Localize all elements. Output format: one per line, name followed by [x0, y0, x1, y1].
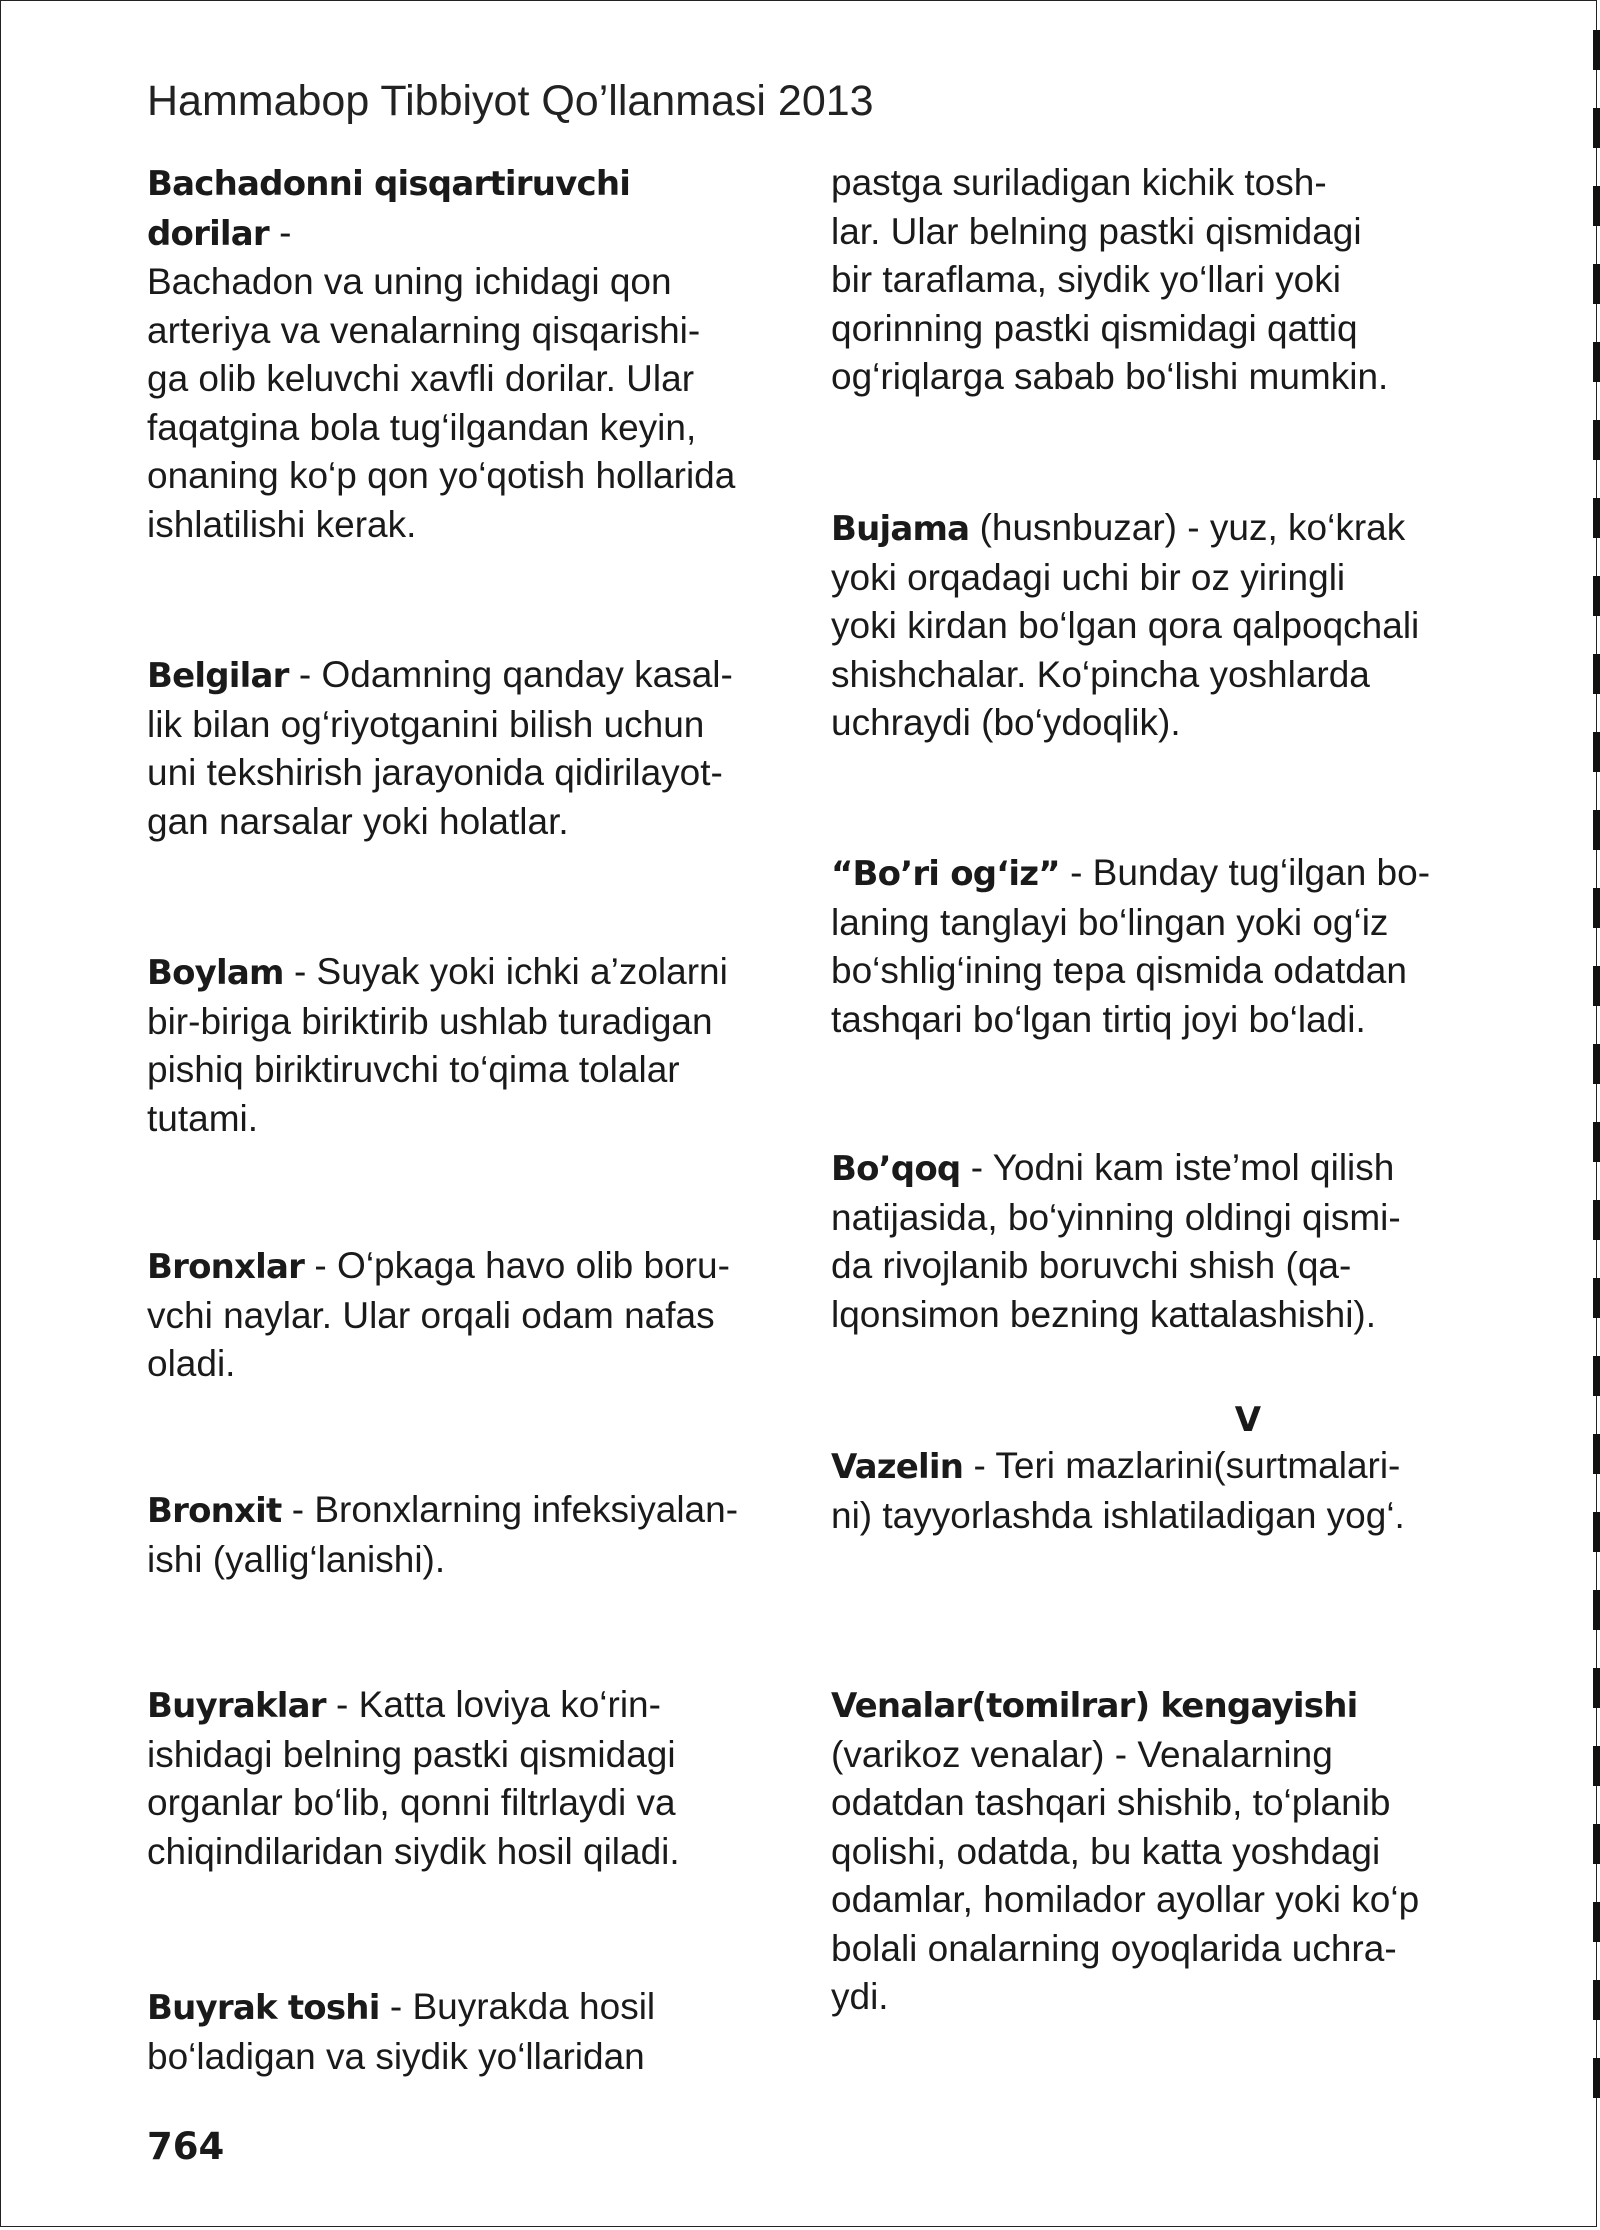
glossary-entry — [831, 1681, 1419, 2022]
entry-line — [147, 651, 733, 701]
section-letter: V — [1234, 1400, 1262, 1440]
glossary-entry — [831, 504, 1419, 748]
entry-line — [831, 1194, 1401, 1243]
glossary-entry — [147, 1681, 680, 1876]
thumb-tab — [1593, 1200, 1600, 1240]
entry-text: ishidagi belning pastki qismidagi — [147, 1733, 676, 1775]
entry-term: dorilar — [147, 213, 269, 254]
entry-line — [147, 1340, 730, 1389]
entry-line — [147, 1536, 738, 1585]
entry-line — [147, 1983, 655, 2033]
thumb-tab — [1593, 1746, 1600, 1786]
entry-line — [147, 1095, 728, 1144]
entry-line — [147, 258, 735, 307]
entry-text: yoki kirdan bo‘lgan qora qalpoqchali — [831, 605, 1420, 646]
entry-line — [147, 452, 735, 501]
entry-text: - Suyak yoki ichki a’zolarni — [283, 951, 728, 992]
entry-text: - Yodni kam iste’mol qilish — [960, 1147, 1395, 1188]
entry-term: Belgilar — [147, 656, 289, 696]
entry-text: - Buyrakda hosil — [379, 1986, 656, 2027]
thumb-tab — [1593, 1512, 1600, 1552]
entry-line — [831, 1291, 1401, 1340]
entry-line — [831, 1828, 1419, 1877]
entry-line — [147, 701, 733, 750]
thumb-tab — [1593, 1356, 1600, 1396]
entry-line — [831, 849, 1430, 899]
entry-text: bo‘ladigan va siydik yo‘llaridan — [147, 2035, 645, 2077]
thumb-tab — [1593, 108, 1600, 148]
entry-text: - Odamning qanday kasal- — [288, 654, 733, 695]
thumb-index-tabs — [1593, 30, 1600, 2170]
entry-text: bir taraflama, siydik yo‘llari yoki — [831, 259, 1341, 300]
entry-text: tutami. — [147, 1097, 259, 1139]
entry-text: lar. Ular belning pastki qismidagi — [831, 210, 1362, 252]
thumb-tab — [1593, 420, 1600, 460]
glossary-entry — [147, 1242, 730, 1389]
entry-line — [831, 899, 1430, 948]
entry-line — [831, 1731, 1419, 1780]
entry-text: chiqindilaridan siydik hosil qiladi. — [147, 1830, 680, 1872]
glossary-entry — [831, 1400, 1405, 1540]
entry-text: shishchalar. Ko‘pincha yoshlarda — [831, 653, 1370, 695]
entry-text: ydi. — [831, 1976, 889, 2017]
entry-term: Bronxit — [147, 1491, 282, 1531]
entry-line — [831, 1681, 1419, 1731]
glossary-entry — [831, 1144, 1401, 1339]
entry-text: qolishi, odatda, bu katta yoshdagi — [831, 1830, 1381, 1872]
entry-line — [147, 1731, 680, 1780]
entry-line — [147, 1828, 680, 1877]
entry-line — [147, 998, 728, 1047]
page-number: 764 — [147, 2125, 225, 2168]
entry-text: odamlar, homilador ayollar yoki ko‘p — [831, 1879, 1420, 1920]
entry-line — [831, 1144, 1401, 1194]
entry-text: - Katta loviya ko‘rin- — [325, 1684, 661, 1725]
entry-term: Bo’qoq — [831, 1149, 961, 1189]
entry-line — [831, 699, 1419, 748]
thumb-tab — [1593, 1044, 1600, 1084]
entry-text: tashqari bo‘lgan tirtiq joyi bo‘ladi. — [831, 998, 1366, 1040]
entry-line — [147, 159, 735, 209]
entry-line — [147, 1779, 680, 1828]
glossary-entry — [147, 1983, 655, 2081]
entry-text: onaning ko‘p qon yo‘qotish hollarida — [147, 455, 736, 496]
thumb-tab — [1593, 654, 1600, 694]
thumb-tab — [1593, 264, 1600, 304]
entry-line — [147, 501, 735, 550]
entry-term: Bujama — [831, 509, 970, 549]
entry-term: Bronxlar — [147, 1247, 305, 1287]
entry-text: lqonsimon bezning kattalashishi). — [831, 1293, 1377, 1335]
entry-text: lik bilan og‘riyotganini bilish uchun — [147, 703, 705, 745]
entry-line — [831, 996, 1430, 1045]
entry-text: faqatgina bola tug‘ilgandan keyin, — [147, 406, 697, 448]
entry-term: Bachadonni qisqartiruvchi — [147, 164, 631, 204]
entry-line — [147, 1046, 728, 1095]
entry-text: - — [268, 211, 292, 253]
thumb-tab — [1593, 498, 1600, 538]
glossary-entry — [147, 159, 735, 549]
glossary-entry — [147, 1486, 738, 1584]
thumb-tab — [1593, 1980, 1600, 2020]
entry-line — [831, 159, 1388, 208]
entry-text: ishlatilishi kerak. — [147, 503, 417, 545]
thumb-tab — [1593, 966, 1600, 1006]
entry-line — [831, 651, 1419, 700]
entry-line — [147, 1242, 730, 1292]
entry-text: (husnbuzar) - yuz, ko‘krak — [969, 507, 1406, 548]
thumb-tab — [1593, 576, 1600, 616]
entry-term: Buyrak toshi — [147, 1988, 380, 2028]
thumb-tab — [1593, 1122, 1600, 1162]
entry-line — [831, 353, 1388, 402]
thumb-tab — [1593, 1902, 1600, 1942]
thumb-tab — [1593, 888, 1600, 928]
entry-line — [831, 1442, 1405, 1492]
entry-term: Vazelin — [831, 1447, 964, 1487]
glossary-entry — [147, 651, 733, 846]
entry-line — [831, 305, 1388, 354]
entry-text: pastga suriladigan kichik tosh- — [831, 162, 1327, 203]
glossary-entry — [147, 948, 728, 1143]
entry-line — [831, 208, 1388, 257]
entry-line — [831, 602, 1419, 651]
entry-line — [831, 1779, 1419, 1828]
entry-text: (varikoz venalar) - Venalarning — [831, 1733, 1333, 1775]
thumb-tab — [1593, 1434, 1600, 1474]
thumb-tab — [1593, 342, 1600, 382]
entry-line — [831, 947, 1430, 996]
page-header: Hammabop Tibbiyot Qo’llanmasi 2013 — [147, 77, 874, 125]
thumb-tab — [1593, 1590, 1600, 1630]
thumb-tab — [1593, 30, 1600, 70]
entry-text: laning tanglayi bo‘lingan yoki og‘iz — [831, 901, 1389, 943]
entry-line — [831, 1973, 1419, 2022]
glossary-entry — [831, 849, 1430, 1044]
entry-text: uni tekshirish jarayonida qidirilayot- — [147, 752, 723, 793]
entry-line — [147, 1486, 738, 1536]
entry-text: - Bronxlarning infeksiyalan- — [281, 1489, 739, 1530]
entry-line — [147, 404, 735, 453]
entry-line — [147, 2033, 655, 2082]
entry-line — [831, 1492, 1405, 1541]
entry-text: yoki orqadagi uchi bir oz yiringli — [831, 556, 1346, 598]
entry-text: ishi (yallig‘lanishi). — [147, 1538, 446, 1580]
entry-line — [147, 355, 735, 404]
entry-line — [147, 948, 728, 998]
thumb-tab — [1593, 2058, 1600, 2098]
entry-text: uchraydi (bo‘ydoqlik). — [831, 702, 1181, 743]
entry-text: ni) tayyorlashda ishlatiladigan yog‘. — [831, 1494, 1405, 1536]
entry-text: pishiq biriktiruvchi to‘qima tolalar — [147, 1049, 680, 1090]
thumb-tab — [1593, 732, 1600, 772]
entry-text: qorinning pastki qismidagi qattiq — [831, 307, 1358, 349]
entry-text: bo‘shlig‘ining tepa qismida odatdan — [831, 950, 1407, 991]
entry-text: - Bunday tug‘ilgan bo- — [1059, 852, 1431, 893]
entry-term: “Bo’ri og‘iz” — [831, 854, 1060, 894]
entry-line — [831, 1242, 1401, 1291]
thumb-tab — [1593, 1824, 1600, 1864]
entry-line — [831, 554, 1419, 603]
entry-text: oladi. — [147, 1343, 236, 1384]
entry-line — [831, 1925, 1419, 1974]
entry-line — [147, 1292, 730, 1341]
entry-term: Buyraklar — [147, 1686, 326, 1726]
entry-line — [147, 209, 735, 259]
entry-text: - Teri mazlarini(surtmalari- — [963, 1445, 1401, 1486]
entry-line — [831, 504, 1419, 554]
entry-text: vchi naylar. Ular orqali odam nafas — [147, 1294, 715, 1336]
thumb-tab — [1593, 186, 1600, 226]
entry-line — [831, 256, 1388, 305]
entry-line — [831, 1876, 1419, 1925]
entry-line — [147, 749, 733, 798]
entry-line — [147, 798, 733, 847]
entry-text: organlar bo‘lib, qonni filtrlaydi va — [147, 1782, 676, 1823]
entry-text: Bachadon va uning ichidagi qon — [147, 261, 672, 302]
entry-text: arteriya va venalarning qisqarishi- — [147, 309, 701, 351]
entry-text: gan narsalar yoki holatlar. — [147, 800, 569, 842]
glossary-entry — [831, 159, 1388, 402]
entry-text: natijasida, bo‘yinning oldingi qismi- — [831, 1196, 1401, 1238]
thumb-tab — [1593, 1668, 1600, 1708]
entry-text: bir-biriga biriktirib ushlab turadigan — [147, 1000, 713, 1042]
entry-line — [147, 1681, 680, 1731]
entry-term: Boylam — [147, 953, 284, 993]
thumb-tab — [1593, 1278, 1600, 1318]
entry-text: - O‘pkaga havo olib boru- — [304, 1245, 730, 1286]
thumb-tab — [1593, 810, 1600, 850]
entry-line — [147, 307, 735, 356]
entry-text: og‘riqlarga sabab bo‘lishi mumkin. — [831, 356, 1389, 397]
entry-text: odatdan tashqari shishib, to‘planib — [831, 1782, 1391, 1823]
entry-text: ga olib keluvchi xavfli dorilar. Ular — [147, 358, 695, 399]
entry-text: bolali onalarning oyoqlarida uchra- — [831, 1927, 1397, 1969]
entry-term: Venalar(tomilrar) kengayishi — [831, 1686, 1358, 1726]
entry-text: da rivojlanib boruvchi shish (qa- — [831, 1245, 1352, 1286]
